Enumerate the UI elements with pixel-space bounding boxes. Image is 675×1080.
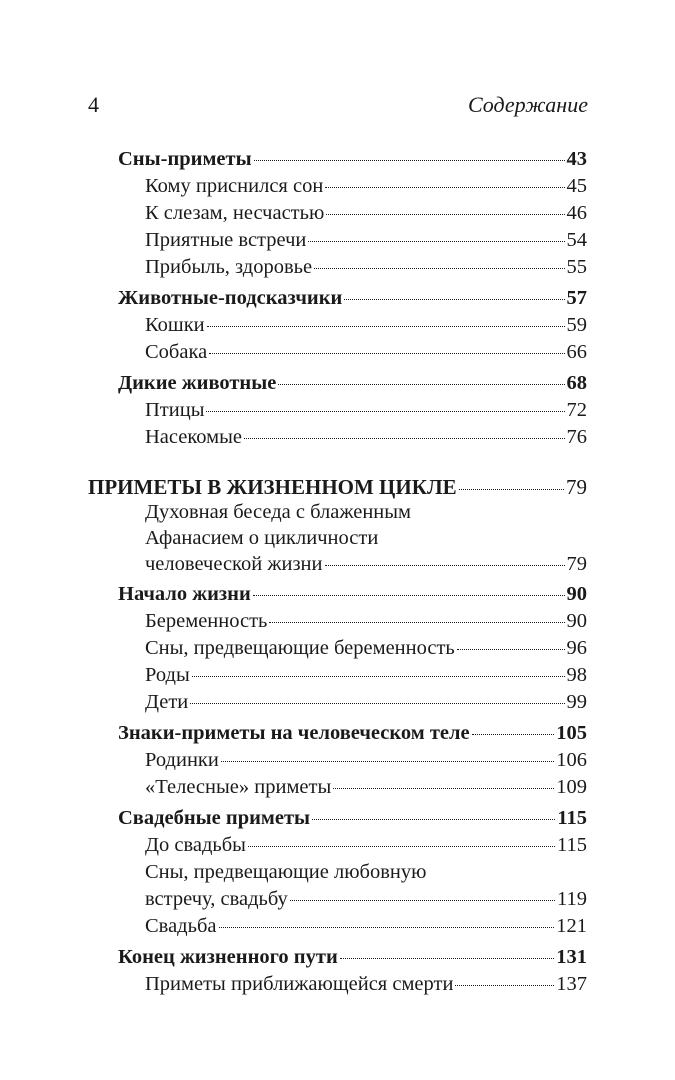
dot-leader xyxy=(209,352,564,354)
toc-page-number: 109 xyxy=(556,776,587,798)
toc-entry-title: Свадебные приметы xyxy=(118,807,311,829)
toc-section[interactable] xyxy=(118,946,587,972)
toc-entry-title: Сны-приметы xyxy=(118,148,252,170)
toc-entry-title: Животные-подсказчики xyxy=(118,287,343,309)
dot-leader xyxy=(312,818,555,820)
toc-page-number: 72 xyxy=(566,399,587,421)
toc-section[interactable] xyxy=(118,722,587,748)
dot-leader xyxy=(472,733,555,735)
dot-leader xyxy=(253,594,565,596)
toc-entry[interactable] xyxy=(145,664,587,690)
toc-entry-title: Приятные встречи xyxy=(145,229,307,251)
toc-entry-title: Дикие животные xyxy=(118,372,277,394)
toc-entry[interactable] xyxy=(145,973,587,999)
toc-entry-title: Дети xyxy=(145,691,189,713)
toc-entry[interactable] xyxy=(145,314,587,340)
toc-entry[interactable] xyxy=(145,888,587,914)
toc-page-number: 54 xyxy=(566,229,587,251)
toc-page-number: 59 xyxy=(566,314,587,336)
toc-entry-title: Знаки-приметы на человеческом теле xyxy=(118,722,470,744)
dot-leader xyxy=(269,621,564,623)
toc-entry-title: К слезам, несчастью xyxy=(145,202,325,224)
toc-entry-title-line[interactable]: Сны, предвещающие любовную xyxy=(145,861,427,883)
toc-entry[interactable] xyxy=(145,749,587,775)
toc-entry[interactable] xyxy=(145,341,587,367)
toc-entry-title: Беременность xyxy=(145,610,268,632)
toc-page-number: 115 xyxy=(557,807,587,829)
toc-section[interactable] xyxy=(118,287,587,313)
toc-entry[interactable] xyxy=(145,610,587,636)
toc-entry[interactable] xyxy=(145,256,587,282)
toc-page-number: 96 xyxy=(566,637,587,659)
toc-page-number: 90 xyxy=(566,610,587,632)
toc-entry-title: Кому приснился сон xyxy=(145,175,324,197)
dot-leader xyxy=(459,488,564,490)
toc-page-number: 121 xyxy=(556,915,587,937)
toc-entry-title: Сны, предвещающие беременность xyxy=(145,637,455,659)
toc-entry-title: Прибыль, здоровье xyxy=(145,256,313,278)
toc-entry-title: Свадьба xyxy=(145,915,217,937)
toc-entry-title-line[interactable]: Афанасием о цикличности xyxy=(145,527,379,549)
dot-leader xyxy=(207,325,565,327)
dot-leader xyxy=(192,675,565,677)
toc-entry-title: ПРИМЕТЫ В ЖИЗНЕННОМ ЦИКЛЕ xyxy=(88,475,457,499)
toc-entry-title: Конец жизненного пути xyxy=(118,946,338,968)
toc-entry[interactable] xyxy=(145,399,587,425)
toc-section[interactable] xyxy=(118,372,587,398)
dot-leader xyxy=(314,267,564,269)
toc-page-number: 106 xyxy=(556,749,587,771)
toc-page-number: 98 xyxy=(566,664,587,686)
toc-entry-title: Родинки xyxy=(145,749,219,771)
toc-entry-title: Собака xyxy=(145,341,208,363)
dot-leader xyxy=(326,213,564,215)
toc-entry[interactable] xyxy=(145,202,587,228)
toc-section[interactable] xyxy=(118,583,587,609)
toc-entry-title: «Телесные» приметы xyxy=(145,776,332,798)
toc-entry-title: человеческой жизни xyxy=(145,553,323,575)
toc-entry-title: Приметы приближающейся смерти xyxy=(145,973,454,995)
toc-entry-title: встречу, свадьбу xyxy=(145,888,288,910)
toc-page-number: 105 xyxy=(556,722,587,744)
toc-page-number: 46 xyxy=(566,202,587,224)
toc-entry-title: До свадьбы xyxy=(145,834,246,856)
dot-leader xyxy=(308,240,564,242)
dot-leader xyxy=(254,159,565,161)
dot-leader xyxy=(325,186,564,188)
toc-page-number: 66 xyxy=(566,341,587,363)
toc-entry[interactable] xyxy=(145,915,587,941)
toc-page-number: 45 xyxy=(566,175,587,197)
toc-page-number: 79 xyxy=(566,475,587,499)
toc-entry-title-line[interactable]: Духовная беседа с блаженным xyxy=(145,501,412,523)
dot-leader xyxy=(340,957,554,959)
toc-page-number: 131 xyxy=(556,946,587,968)
toc-entry[interactable] xyxy=(145,553,587,579)
toc-entry-title: Кошки xyxy=(145,314,205,336)
dot-leader xyxy=(221,760,554,762)
toc-entry[interactable] xyxy=(145,229,587,255)
toc-page-number: 79 xyxy=(566,553,587,575)
dot-leader xyxy=(219,926,555,928)
toc-entry-title: Начало жизни xyxy=(118,583,251,605)
toc-page-number: 57 xyxy=(566,287,587,309)
toc-page-number: 115 xyxy=(557,834,587,856)
dot-leader xyxy=(248,845,555,847)
toc-entry[interactable] xyxy=(145,834,587,860)
toc-page-number: 55 xyxy=(566,256,587,278)
dot-leader xyxy=(290,899,555,901)
toc-entry-title: Роды xyxy=(145,664,190,686)
dot-leader xyxy=(455,984,554,986)
toc-page-number: 76 xyxy=(566,426,587,448)
toc-entry-title: Птицы xyxy=(145,399,205,421)
dot-leader xyxy=(344,298,564,300)
toc-page-number: 68 xyxy=(566,372,587,394)
dot-leader xyxy=(457,648,565,650)
toc-page-number: 99 xyxy=(566,691,587,713)
dot-leader xyxy=(206,410,564,412)
toc-section[interactable] xyxy=(118,807,587,833)
toc-entry[interactable] xyxy=(145,691,587,717)
page-number: 4 xyxy=(88,92,99,117)
dot-leader xyxy=(325,564,565,566)
toc-page-number: 43 xyxy=(566,148,587,170)
toc-page-number: 137 xyxy=(556,973,587,995)
toc-part[interactable] xyxy=(88,475,587,501)
dot-leader xyxy=(190,702,564,704)
dot-leader xyxy=(278,383,564,385)
toc-entry[interactable] xyxy=(145,175,587,201)
toc-entry[interactable] xyxy=(145,637,587,663)
dot-leader xyxy=(244,437,565,439)
toc-page-number: 90 xyxy=(566,583,587,605)
running-title: Содержание xyxy=(467,92,588,117)
toc-entry[interactable] xyxy=(145,776,587,802)
toc-entry[interactable] xyxy=(145,426,587,452)
toc-section[interactable] xyxy=(118,148,587,174)
toc-page-number: 119 xyxy=(557,888,587,910)
dot-leader xyxy=(333,787,554,789)
toc-entry-title: Насекомые xyxy=(145,426,242,448)
